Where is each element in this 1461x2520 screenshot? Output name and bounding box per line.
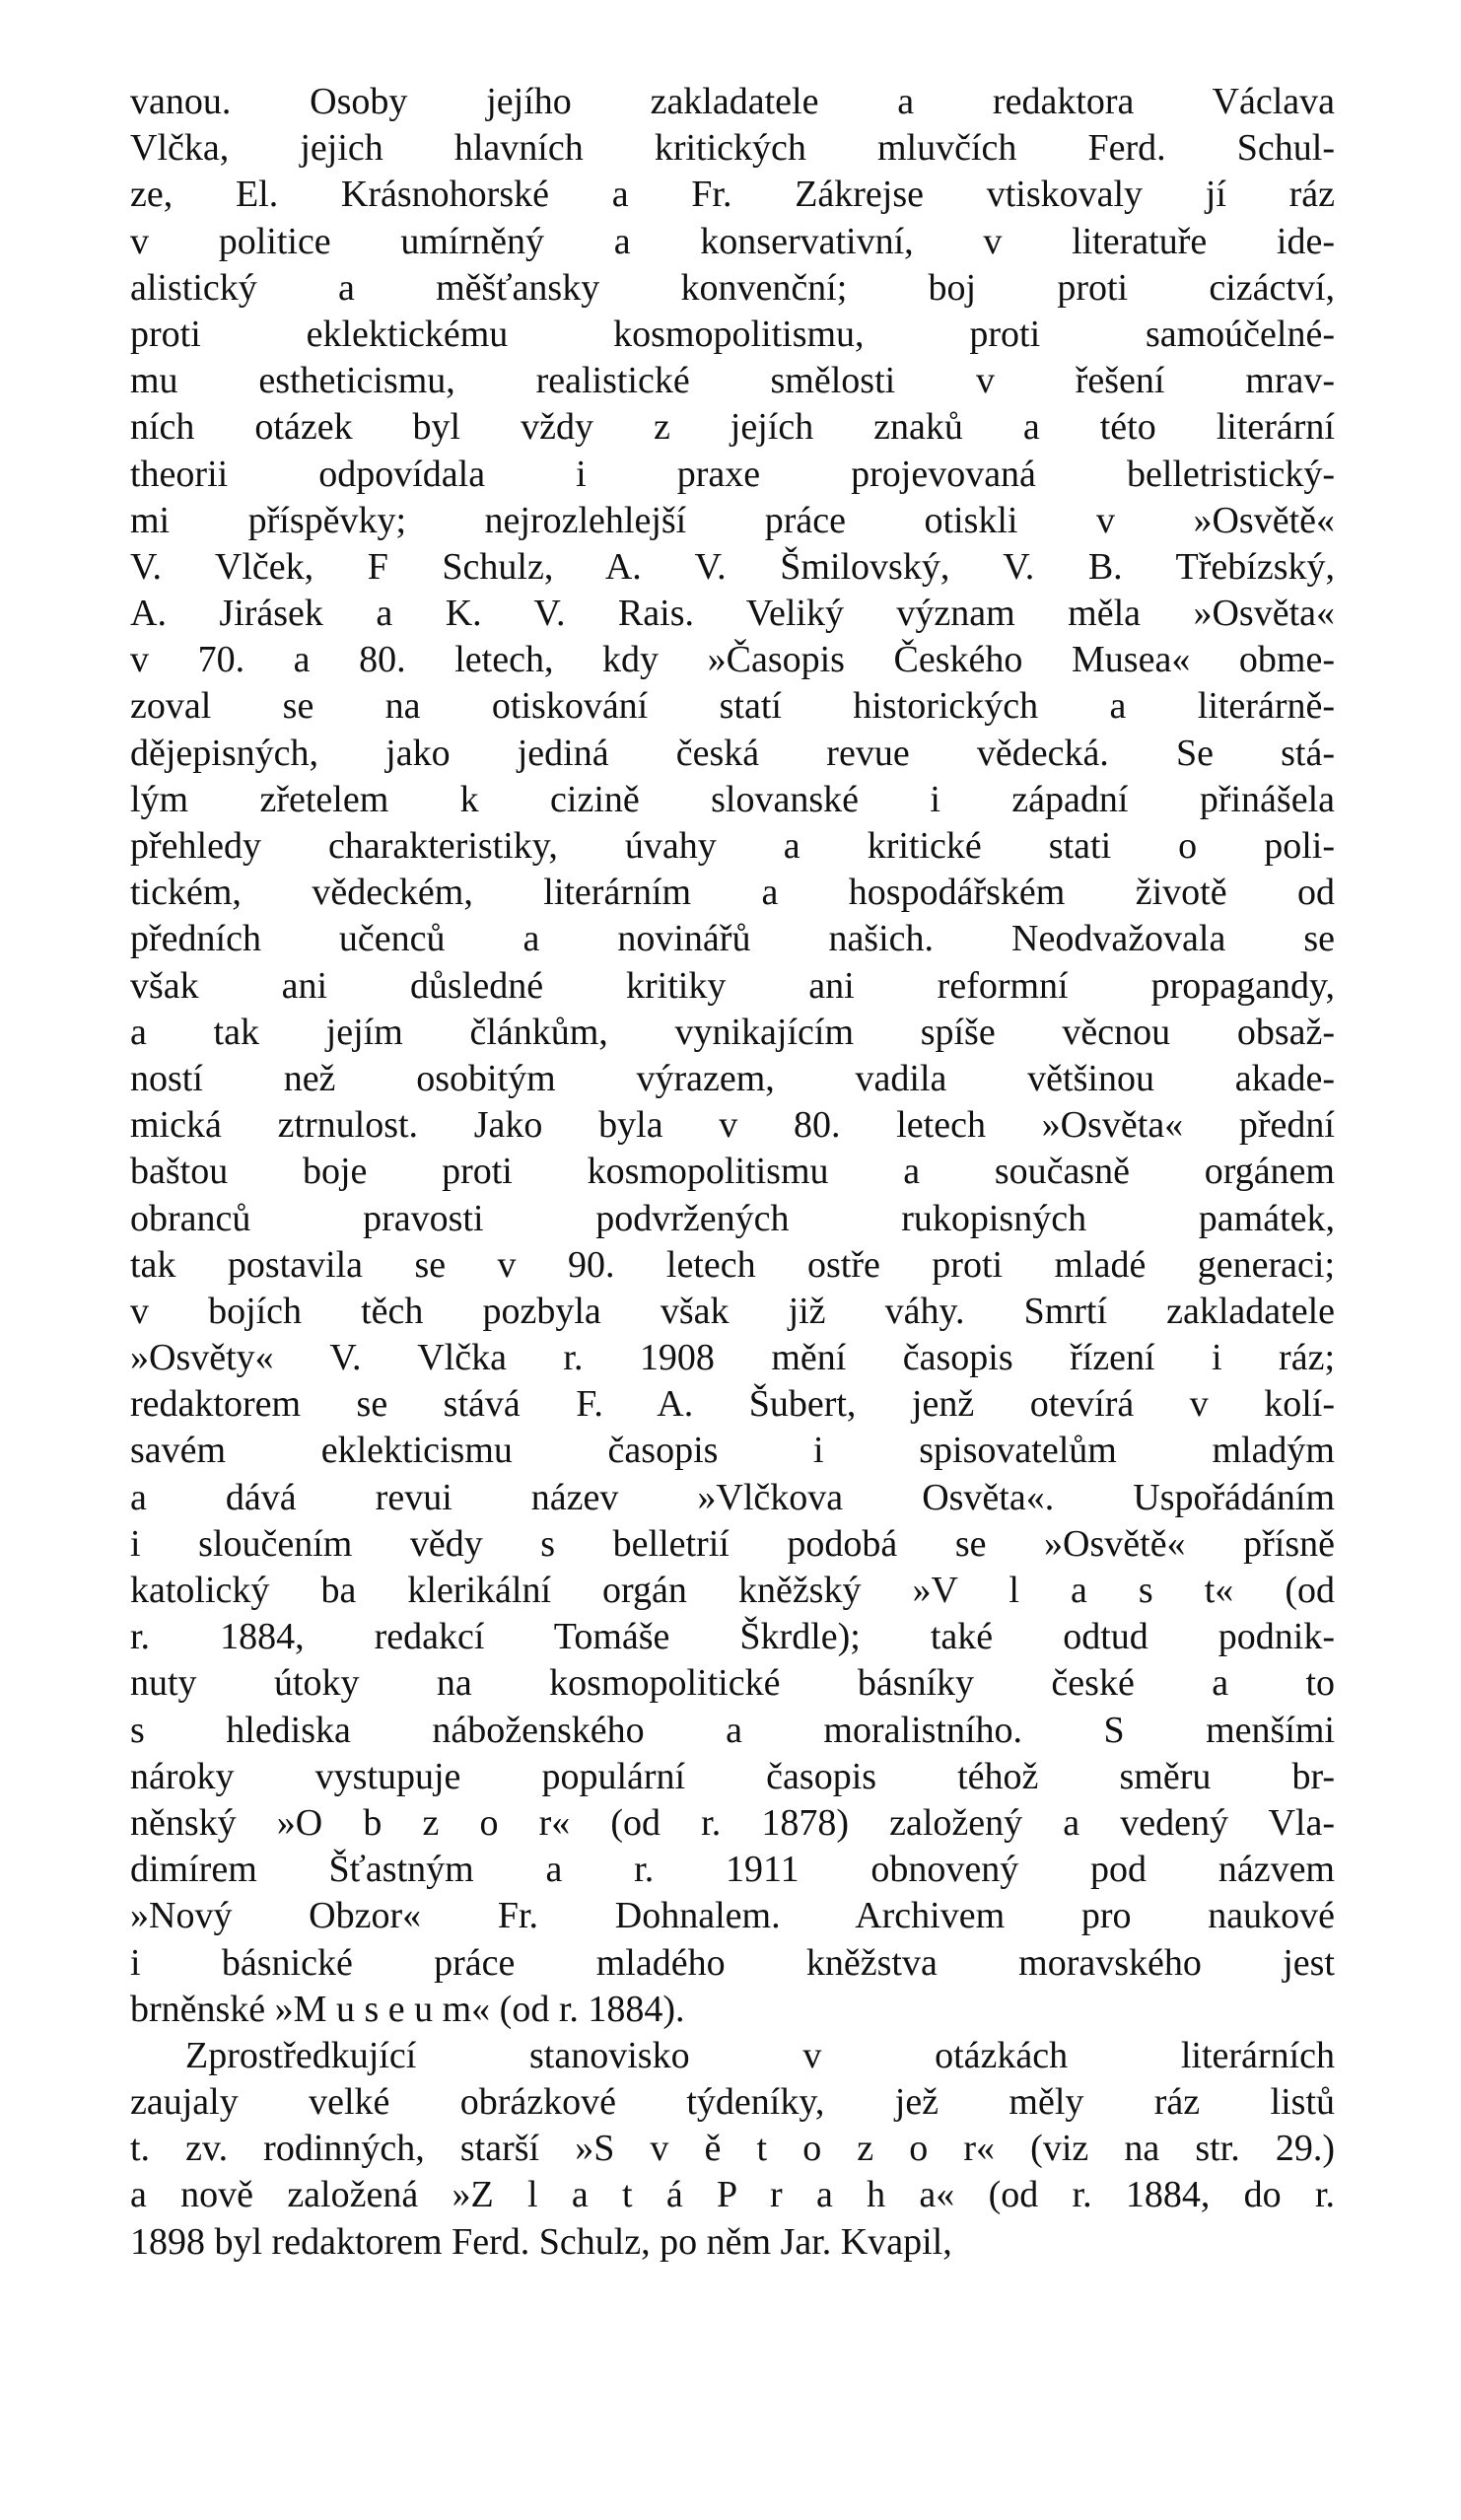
text-line: A. Jirásek a K. V. Rais. Veliký význam měla »Osvěta« <box>130 593 1335 635</box>
text-line: zaujaly velké obrázkové týdeníky, jež měly ráz listů <box>130 2081 1335 2124</box>
text-line: alistický a měšťansky konvenční; boj proti cizáctví, <box>130 266 1335 309</box>
text-line: ze, El. Krásnohorské a Fr. Zákrejse vtiskovaly jí ráz <box>130 174 1335 216</box>
text-line: něnský »O b z o r« (od r. 1878) založený a vedený Vla- <box>130 1801 1335 1844</box>
document-page <box>130 79 1335 2266</box>
text-line: v politice umírněný a konservativní, v literatuře ide- <box>130 220 1335 262</box>
text-line: a nově založená »Z l a t á P r a h a« (od r. 1884, do r. <box>130 2174 1335 2216</box>
text-line: nuty útoky na kosmopolitické básníky české a to <box>130 1662 1335 1705</box>
text-line: Zprostředkující stanovisko v otázkách literárních <box>185 2034 1335 2076</box>
text-line: mická ztrnulost. Jako byla v 80. letech »Osvěta« přední <box>130 1104 1335 1147</box>
text-line: proti eklektickému kosmopolitismu, proti samoúčelné- <box>130 313 1335 355</box>
text-line: v 70. a 80. letech, kdy »Časopis Českého Musea« obme- <box>130 639 1335 681</box>
text-line: předních učenců a novinářů našich. Neodvažovala se <box>130 918 1335 960</box>
text-line: obranců pravosti podvržených rukopisných památek, <box>130 1197 1335 1239</box>
text-line: však ani důsledné kritiky ani reformní propagandy, <box>130 964 1335 1007</box>
text-line: přehledy charakteristiky, úvahy a kritické stati o poli- <box>130 825 1335 867</box>
text-line: »Osvěty« V. Vlčka r. 1908 mění časopis řízení i ráz; <box>130 1337 1335 1379</box>
text-line: brněnské »M u s e u m« (od r. 1884). <box>130 1988 685 2030</box>
text-line: i sloučením vědy s belletrií podobá se »Osvětě« přísně <box>130 1522 1335 1565</box>
text-line: redaktorem se stává F. A. Šubert, jenž otevírá v kolí- <box>130 1383 1335 1426</box>
text-line: i básnické práce mladého kněžstva moravského jest <box>130 1941 1335 1984</box>
text-line: Vlčka, jejich hlavních kritických mluvčích Ferd. Schul- <box>130 127 1335 170</box>
text-line: r. 1884, redakcí Tomáše Škrdle); také odtud podnik- <box>130 1616 1335 1658</box>
text-line: tak postavila se v 90. letech ostře proti mladé generaci; <box>130 1243 1335 1286</box>
text-line: tickém, vědeckém, literárním a hospodářském životě od <box>130 872 1335 914</box>
text-line: 1898 byl redaktorem Ferd. Schulz, po něm Jar. Kvapil, <box>130 2220 952 2263</box>
text-line: t. zv. rodinných, starší »S v ě t o z o r« (viz na str. 29.) <box>130 2128 1335 2170</box>
text-line: v bojích těch pozbyla však již váhy. Smrtí zakladatele <box>130 1290 1335 1332</box>
text-line: vanou. Osoby jejího zakladatele a redaktora Václava <box>130 81 1335 122</box>
paragraph <box>130 79 1335 2033</box>
text-line: theorii odpovídala i praxe projevovaná belletristický- <box>130 453 1335 495</box>
text-line: a dává revui název »Vlčkova Osvěta«. Uspořádáním <box>130 1476 1335 1518</box>
text-line: savém eklekticismu časopis i spisovatelům mladým <box>130 1430 1335 1472</box>
text-line: baštou boje proti kosmopolitismu a současně orgánem <box>130 1151 1335 1193</box>
text-line: V. Vlček, F Schulz, A. V. Šmilovský, V. B. Třebízský, <box>130 545 1335 588</box>
text-line: »Nový Obzor« Fr. Dohnalem. Archivem pro naukové <box>130 1895 1335 1937</box>
text-line: zoval se na otiskování statí historických a literárně- <box>130 685 1335 728</box>
text-line: s hlediska náboženského a moralistního. S menšími <box>130 1709 1335 1751</box>
text-line: nároky vystupuje populární časopis téhož směru br- <box>130 1755 1335 1797</box>
text-line: mu estheticismu, realistické smělosti v řešení mrav- <box>130 360 1335 402</box>
text-line: a tak jejím článkům, vynikajícím spíše věcnou obsaž- <box>130 1011 1335 1053</box>
text-line: lým zřetelem k cizině slovanské i západní přinášela <box>130 778 1335 820</box>
text-line: dimírem Šťastným a r. 1911 obnovený pod názvem <box>130 1849 1335 1891</box>
text-line: ních otázek byl vždy z jejích znaků a této literární <box>130 406 1335 449</box>
text-line: ností než osobitým výrazem, vadila většinou akade- <box>130 1057 1335 1099</box>
text-line: dějepisných, jako jediná česká revue vědecká. Se stá- <box>130 732 1335 774</box>
paragraph <box>130 2033 1335 2266</box>
text-line: katolický ba klerikální orgán kněžský »V l a s t« (od <box>130 1570 1335 1611</box>
text-line: mi příspěvky; nejrozlehlejší práce otiskli v »Osvětě« <box>130 499 1335 541</box>
